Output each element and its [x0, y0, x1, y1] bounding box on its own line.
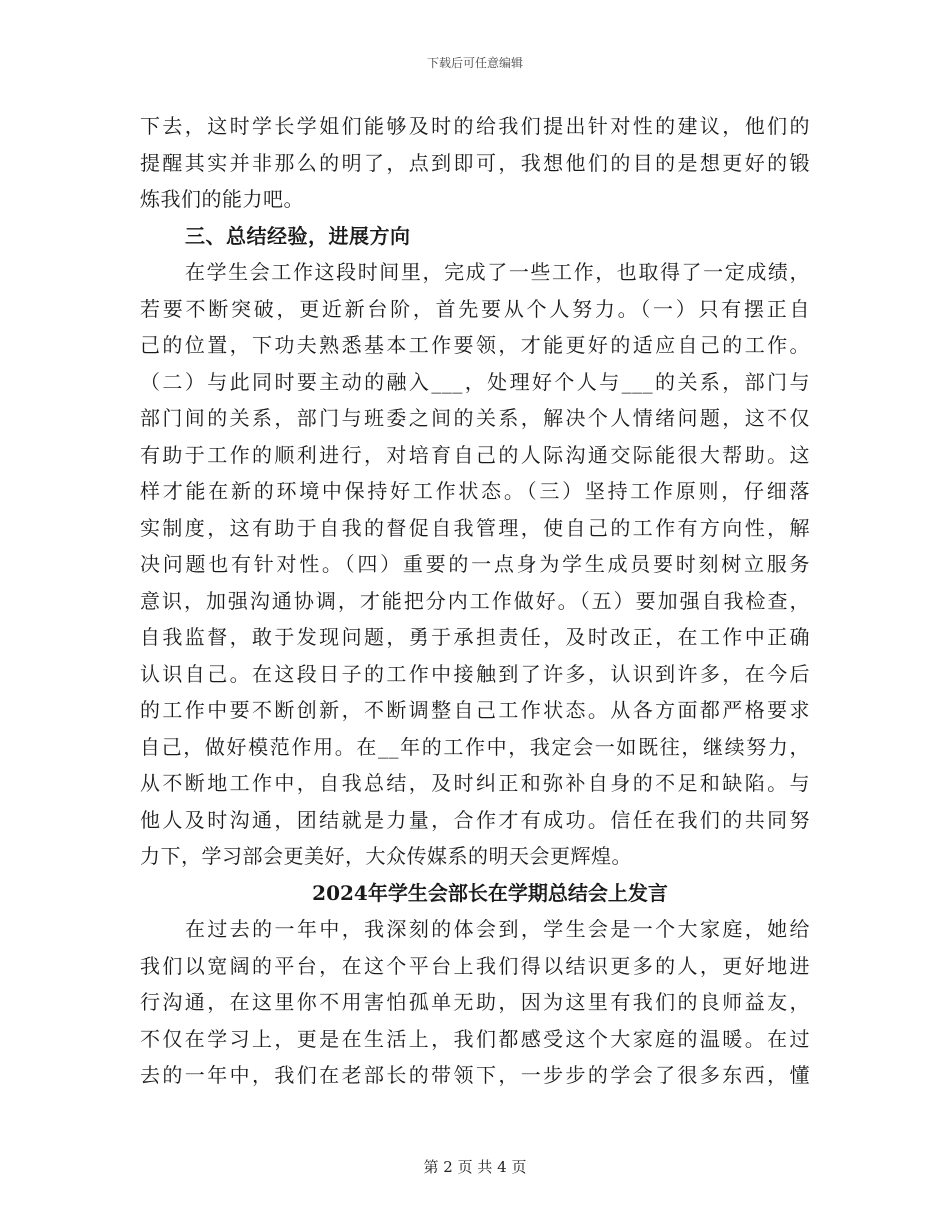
paragraph-line: 意识，加强沟通协调，才能把分内工作做好。（五）要加强自我检查， [140, 588, 810, 613]
paragraph-line: 自己，做好模范作用。在__年的工作中，我定会一如既往，继续努力， [140, 734, 810, 759]
paragraph-line: 有助于工作的顺利进行，对培育自己的人际沟通交际能很大帮助。这 [140, 442, 810, 467]
document-body [140, 108, 810, 1094]
paragraph-line: 在学生会工作这段时间里，完成了一些工作，也取得了一定成绩， [185, 260, 810, 284]
page-header: 下载后可任意编辑 [426, 56, 523, 70]
paragraph-line: 从不断地工作中，自我总结，及时纠正和弥补自身的不足和缺陷。与 [140, 771, 810, 795]
paragraph-line: 炼我们的能力吧。 [140, 187, 304, 211]
paragraph-line: 下去，这时学长学姐们能够及时的给我们提出针对性的建议，他们的 [140, 114, 810, 138]
section-heading: 三、总结经验，进展方向 [185, 223, 411, 248]
paragraph-line: 在过去的一年中，我深刻的体会到，学生会是一个大家庭，她给 [185, 917, 810, 941]
paragraph-line: 若要不断突破，更近新台阶，首先要从个人努力。（一）只有摆正自 [140, 296, 810, 321]
paragraph-line: 的工作中要不断创新，不断调整自己工作状态。从各方面都严格要求 [140, 698, 810, 722]
paragraph-line: 己的位置，下功夫熟悉基本工作要领，才能更好的适应自己的工作。 [140, 333, 810, 357]
document-title: 2024年学生会部长在学期总结会上发言 [312, 880, 668, 905]
page-footer: 第 2 页 共 4 页 [423, 1158, 527, 1176]
paragraph-line: 认识自己。在这段日子的工作中接触到了许多，认识到许多，在今后 [140, 661, 810, 686]
paragraph-line: 我们以宽阔的平台，在这个平台上我们得以结识更多的人，更好地进 [140, 953, 810, 978]
paragraph-line: 不仅在学习上，更是在生活上，我们都感受这个大家庭的温暖。在过 [140, 1026, 810, 1051]
paragraph-line: 部门间的关系，部门与班委之间的关系，解决个人情绪问题，这不仅 [140, 406, 810, 430]
paragraph-line: 行沟通，在这里你不用害怕孤单无助，因为这里有我们的良师益友， [140, 990, 810, 1014]
paragraph-line: 自我监督，敢于发现问题，勇于承担责任，及时改正，在工作中正确 [140, 625, 810, 649]
paragraph-line: 力下，学习部会更美好，大众传媒系的明天会更辉煌。 [140, 844, 632, 868]
paragraph-line: （二）与此同时要主动的融入___，处理好个人与___的关系，部门与 [140, 369, 810, 394]
paragraph-line: 去的一年中，我们在老部长的带领下，一步步的学会了很多东西，懂 [140, 1063, 810, 1087]
paragraph-line: 提醒其实并非那么的明了，点到即可，我想他们的目的是想更好的锻 [140, 150, 810, 175]
paragraph-line: 实制度，这有助于自我的督促自我管理，使自己的工作有方向性，解 [140, 515, 810, 540]
paragraph-line: 他人及时沟通，团结就是力量，合作才有成功。信任在我们的共同努 [140, 807, 810, 832]
paragraph-line: 决问题也有针对性。（四）重要的一点身为学生成员要时刻树立服务 [140, 552, 810, 576]
paragraph-line: 样才能在新的环境中保持好工作状态。（三）坚持工作原则，仔细落 [140, 479, 810, 503]
